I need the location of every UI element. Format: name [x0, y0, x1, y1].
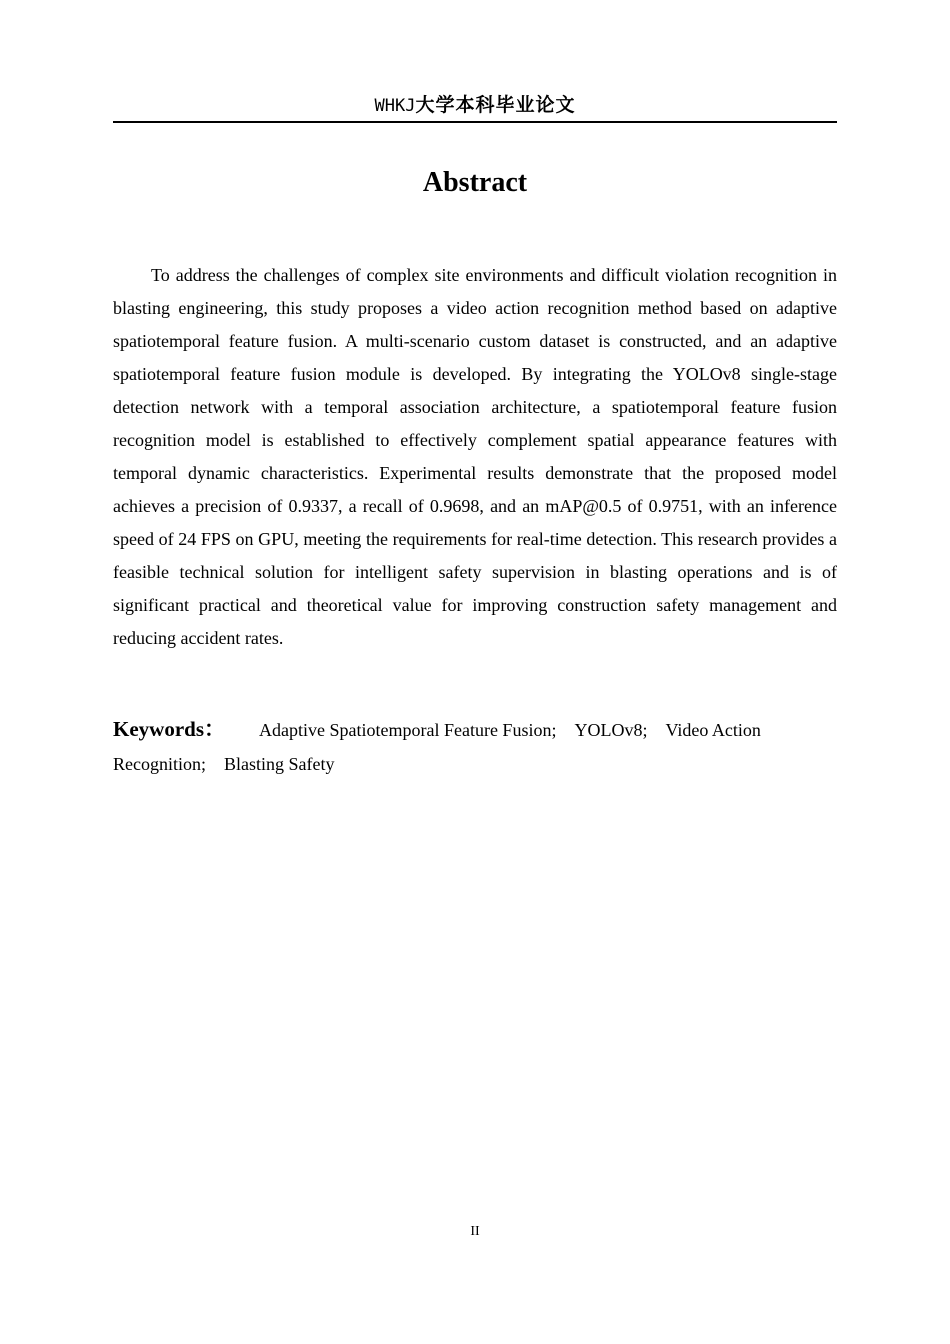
keywords-line: [113, 712, 837, 781]
header-thesis-label: 大学本科毕业论文: [415, 94, 576, 116]
running-header: [113, 92, 837, 119]
keyword-item: Adaptive Spatiotemporal Feature Fusion;: [259, 720, 557, 740]
abstract-paragraph: To address the challenges of complex site environments and difficult violation recognition in blasting engineering, this study proposes a video action recognition method based on adaptive spatiotemporal feature fusion. A multi-scenario custom dataset is constructed, and an adaptive spatiotemporal feature fusion module is developed. By integrating the YOLOv8 single-stage detection network with a temporal association architecture, a spatiotemporal feature fusion recognition model is established to effectively complement spatial appearance features with temporal dynamic characteristics. Experimental results demonstrate that the proposed model achieves a precision of 0.9337, a recall of 0.9698, and an mAP@0.5 of 0.9751, with an inference speed of 24 FPS on GPU, meeting the requirements for real-time detection. This research provides a feasible technical solution for intelligent safety supervision in blasting operations and is of significant practical and theoretical value for improving construction safety management and reducing accident rates.: [113, 265, 837, 648]
page-title: Abstract: [422, 167, 528, 198]
header-institution-code: WHKJ: [374, 96, 416, 116]
keyword-item: Video Action Recognition;: [113, 720, 761, 774]
keyword-item: YOLOv8;: [574, 720, 648, 740]
keywords-label: Keywords：: [113, 717, 225, 741]
keyword-item: Blasting Safety: [224, 754, 335, 774]
page-number: II: [470, 1224, 480, 1239]
header-rule: [113, 121, 837, 123]
